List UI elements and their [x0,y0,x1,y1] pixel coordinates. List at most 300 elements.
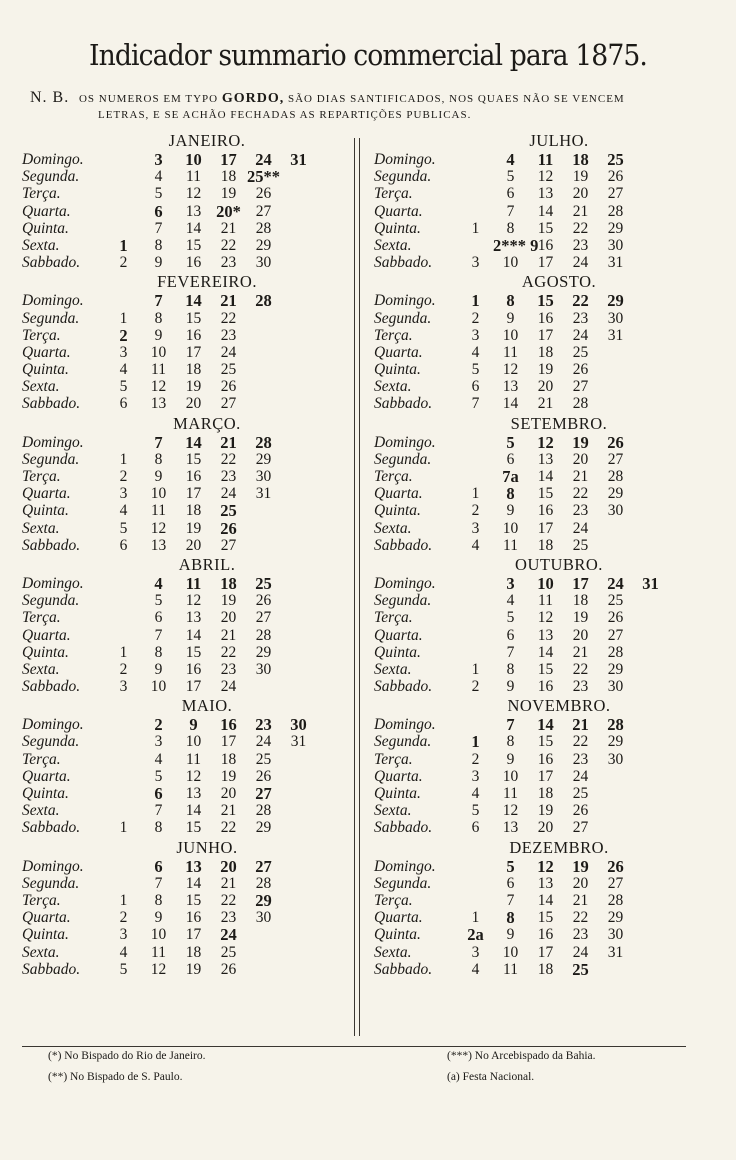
date-cell: 21 [220,432,237,452]
week-row [374,751,704,768]
month-block-novembro [374,695,704,836]
date-cell: 9 [506,926,515,944]
date-cell: 18 [220,573,237,593]
date-cell [246,926,281,943]
date-cell [281,661,316,678]
date-cell: 30 [607,502,624,520]
date-cell: 6 [471,819,480,837]
date-cell: 23 [220,468,237,485]
date-cell: 24 [572,254,589,272]
date-cell: 25 [255,750,272,768]
date-cell: 9 [154,326,163,344]
date-cell [106,716,141,733]
day-label: Sabbado. [374,960,433,978]
day-label: Terça. [22,468,61,485]
date-cell: 23 [572,926,589,944]
date-cell: 18 [185,361,202,379]
date-cell: 7 [506,891,515,909]
date-cell: 4 [471,960,480,978]
date-cell: 8 [506,908,515,928]
date-cell: 26 [607,609,624,627]
date-cell [458,151,493,168]
week-row [374,395,704,412]
date-cell: 27 [607,185,624,203]
week-row [22,609,352,626]
day-label: Domingo. [22,574,84,592]
month-block-agosto [374,271,704,412]
date-cell: 12 [150,519,167,537]
day-label: Quinta. [22,219,69,237]
date-cell: 20 [220,785,237,802]
date-cell [633,520,668,537]
date-cell: 7 [154,219,163,237]
date-cell [106,203,141,220]
date-cell: 5 [471,802,480,820]
day-label: Terça. [22,750,61,768]
date-cell: 19 [185,519,202,537]
date-cell [281,875,316,892]
date-cell: 13 [185,856,202,876]
week-row [22,254,352,271]
date-cell: 18 [537,960,554,978]
date-cell: 10 [150,678,167,696]
month-name: OUTUBRO. [515,554,603,574]
date-cell [106,627,141,644]
date-cell [458,203,493,220]
date-cell: 14 [185,874,202,892]
date-cell: 16 [537,926,554,944]
date-cell [281,609,316,626]
date-cell [246,678,281,695]
week-row [22,926,352,943]
date-cell: 5 [119,519,128,537]
date-cell: 28 [607,643,624,661]
day-label: Segunda. [374,733,432,751]
week-row [374,520,704,537]
week-row [22,733,352,750]
date-cell: 24 [220,485,237,503]
date-cell: 4 [154,168,163,186]
date-cell: 17 [572,573,589,593]
month-name: SETEMBRO. [510,413,608,433]
date-cell: 23 [220,909,237,927]
date-cell: 24 [220,343,237,361]
date-cell [246,361,281,378]
week-row [22,716,352,733]
date-cell: 3 [154,150,163,169]
date-cell [281,237,316,254]
date-cell: 30 [255,660,272,678]
week-row [22,327,352,344]
date-cell: 28 [607,891,624,909]
month-block-junho [22,837,352,978]
date-cell: 18 [220,750,237,768]
date-cell [633,644,668,661]
date-cell: 17 [537,943,554,961]
week-row [374,537,704,554]
date-cell: 27 [607,626,624,644]
date-cell [598,378,633,395]
day-label: Sabbado. [22,678,81,696]
date-cell: 12 [537,856,554,876]
month-block-fevereiro [22,271,352,412]
date-cell [458,185,493,202]
date-cell [246,327,281,344]
date-cell: 18 [537,343,554,361]
date-cell: 3 [471,326,480,344]
date-cell: 26 [572,361,589,379]
date-cell [633,768,668,785]
date-cell: 6 [154,784,163,803]
date-cell: 11 [503,343,518,361]
date-cell: 18 [572,592,589,610]
date-cell: 21 [220,291,237,311]
date-cell: 5 [154,185,163,203]
date-cell [281,961,316,978]
day-label: Quarta. [22,767,71,785]
day-label: Domingo. [374,857,436,875]
date-cell: 5 [506,168,515,186]
day-label: Sabbado. [374,536,433,554]
day-label: Domingo. [22,151,84,168]
date-cell: 26 [572,802,589,820]
day-label: Sexta. [22,236,60,254]
date-cell: 19 [185,378,202,396]
date-cell: 8 [506,219,515,237]
date-cell: 7 [471,395,480,413]
date-cell [633,926,668,943]
date-cell: 28 [572,395,589,413]
date-cell [281,751,316,768]
date-cell: 22 [220,309,237,327]
week-row [374,237,704,254]
date-cell [633,344,668,361]
week-row [374,468,704,485]
week-row [22,310,352,327]
date-cell: 21 [220,219,237,237]
date-cell: 13 [185,202,202,220]
day-label: Domingo. [374,716,436,734]
date-cell: 2 [471,502,480,520]
date-cell: 13 [502,819,519,837]
week-row [374,644,704,661]
date-cell: 11 [186,168,201,186]
date-cell: 2 [119,909,128,927]
date-cell [246,944,281,961]
date-cell: 14 [537,643,554,661]
date-cell [633,151,668,168]
date-cell [633,203,668,220]
date-cell: 3 [119,343,128,361]
week-row [374,502,704,519]
date-cell: 19 [572,432,589,452]
date-cell: 15 [185,643,202,661]
date-cell: 21 [220,874,237,892]
date-cell: 17 [537,254,554,272]
date-cell: 16 [537,309,554,327]
date-cell: 17 [537,326,554,344]
date-cell: 3 [119,926,128,944]
date-cell: 14 [537,468,554,485]
date-cell: 11 [151,502,166,520]
date-cell [458,716,493,733]
date-cell: 22 [572,291,589,311]
date-cell [106,768,141,785]
date-cell: 9 [506,678,515,696]
date-cell: 2 [119,468,128,485]
date-cell: 24 [255,733,272,751]
date-cell: 27 [572,819,589,837]
day-label: Domingo. [374,433,436,451]
date-cell: 17 [220,150,237,169]
week-row [22,468,352,485]
week-row [374,310,704,327]
date-cell: 6 [471,378,480,396]
date-cell: 30 [607,678,624,696]
date-cell: 25 [572,785,589,802]
date-cell: 29 [255,819,272,837]
date-cell: 12 [150,378,167,396]
day-label: Quarta. [374,767,423,785]
date-cell: 4 [119,361,128,379]
day-label: Quinta. [374,219,421,237]
date-cell: 15 [185,309,202,327]
date-cell: 2 [154,715,163,735]
date-cell: 4 [119,943,128,961]
week-row [22,802,352,819]
date-cell: 25 [572,343,589,361]
date-cell: 27 [607,450,624,468]
week-row [22,361,352,378]
date-cell: 6 [154,609,163,627]
date-cell [246,310,281,327]
date-cell [281,575,316,592]
date-cell: 16 [537,678,554,696]
date-cell [633,627,668,644]
date-cell: 11 [503,785,518,802]
date-cell: 21 [572,468,589,485]
date-cell [633,485,668,502]
date-cell [633,361,668,378]
date-cell: 6 [154,201,163,221]
date-cell: 31 [642,573,659,593]
date-cell: 3 [471,767,480,785]
date-cell: 13 [150,536,167,554]
date-cell: 17 [185,343,202,361]
date-cell [281,909,316,926]
date-cell [598,961,633,978]
week-row [374,627,704,644]
week-row [22,502,352,519]
date-cell: 9 [154,909,163,927]
date-cell: 16 [537,750,554,768]
date-cell [281,644,316,661]
date-cell: 10 [185,733,202,751]
day-label: Quinta. [374,926,421,944]
date-cell: 30 [255,909,272,927]
date-cell: 18 [537,536,554,554]
date-cell: 29 [607,219,624,237]
date-cell: 15 [537,485,554,503]
week-row [22,819,352,836]
date-cell: 9 [154,660,163,678]
date-cell: 28 [607,202,624,220]
date-cell: 19 [220,767,237,785]
date-cell: 8 [154,309,163,327]
date-cell: 13 [185,785,202,802]
date-cell [633,502,668,519]
day-label: Sabbado. [374,819,433,837]
date-cell [458,644,493,661]
week-row [22,944,352,961]
date-cell: 8 [506,291,515,311]
date-cell: 16 [185,468,202,485]
day-label: Sexta. [374,660,412,678]
date-cell: 14 [185,219,202,237]
date-cell [598,520,633,537]
day-label: Sabbado. [22,395,81,413]
date-cell [281,592,316,609]
date-cell: 19 [572,856,589,876]
week-row [22,785,352,802]
date-cell: 7 [154,432,163,452]
date-cell [246,378,281,395]
date-cell: 31 [607,326,624,344]
date-cell: 16 [185,326,202,344]
month-block-setembro [374,413,704,554]
date-cell: 25 [607,150,624,169]
day-label: Segunda. [374,874,432,892]
date-cell [598,361,633,378]
day-label: Sexta. [22,660,60,678]
date-cell [106,151,141,168]
date-cell: 12 [185,592,202,610]
date-cell: 26 [255,185,272,203]
date-cell [246,537,281,554]
day-label: Sabbado. [374,678,433,696]
footnote-3: (***) No Arcebispado da Bahia. [447,1050,596,1062]
date-cell: 27 [572,378,589,396]
week-row [374,203,704,220]
date-cell: 31 [255,485,272,503]
date-cell: 28 [255,626,272,644]
day-label: Quarta. [374,485,423,503]
date-cell: 18 [220,168,237,186]
date-cell: 3 [471,254,480,272]
month-name: FEVEREIRO. [157,272,257,292]
day-label: Sexta. [374,519,412,537]
month-name: MAIO. [181,696,233,716]
date-cell: 28 [255,291,272,311]
date-cell: 5 [471,361,480,379]
date-cell [633,875,668,892]
date-cell: 19 [537,802,554,820]
week-row [374,451,704,468]
footnote-4: (a) Festa Nacional. [447,1071,535,1083]
date-cell: 8 [506,733,515,751]
date-cell: 7 [154,802,163,820]
date-cell [633,468,668,485]
week-row [22,395,352,412]
date-cell: 3 [471,519,480,537]
day-label: Segunda. [22,309,80,327]
date-cell: 25 [220,361,237,379]
date-cell: 5 [154,592,163,610]
day-label: Sexta. [22,378,60,396]
date-cell: 13 [537,185,554,203]
date-cell [458,575,493,592]
date-cell: 10 [502,943,519,961]
date-cell: 7 [506,715,515,735]
date-cell: 6 [506,185,515,203]
date-cell: 11 [503,536,518,554]
date-cell: 23 [572,236,589,254]
day-label: Domingo. [22,433,84,451]
day-label: Sabbado. [22,960,81,978]
date-cell: 18 [185,943,202,961]
date-cell: 20 [572,185,589,203]
day-label: Segunda. [374,168,432,186]
date-cell: 26 [220,378,237,396]
date-cell: 1 [119,309,128,327]
date-cell: 11 [538,592,553,610]
date-cell: 26 [255,592,272,610]
date-cell [633,310,668,327]
month-block-janeiro [22,130,352,271]
date-cell: 5 [119,378,128,396]
date-cell [246,520,281,537]
date-cell: 24 [572,326,589,344]
date-cell [633,434,668,451]
date-cell: 10 [502,767,519,785]
day-label: Segunda. [22,592,80,610]
date-cell: 29 [255,643,272,661]
week-row [22,151,352,168]
date-cell: 16 [537,502,554,520]
date-cell: 15 [185,891,202,909]
date-cell: 25 [572,536,589,554]
date-cell: 1 [471,485,480,503]
date-cell: 4 [471,536,480,554]
date-cell [633,858,668,875]
date-cell: 12 [185,767,202,785]
date-cell: 13 [537,450,554,468]
date-cell: 1 [471,660,480,678]
date-cell: 8 [506,660,515,678]
month-name: MARÇO. [173,413,241,433]
date-cell [633,292,668,309]
date-cell: 31 [290,150,307,169]
date-cell: 22 [572,219,589,237]
day-label: Quinta. [22,502,69,520]
day-label: Domingo. [22,716,84,734]
day-label: Quarta. [374,626,423,644]
date-cell: 14 [185,802,202,820]
date-cell: 28 [607,468,624,485]
date-cell: 11 [186,750,201,768]
date-cell: 8 [154,450,163,468]
day-label: Quarta. [22,202,71,220]
date-cell: 25 [607,592,624,610]
date-cell [458,168,493,185]
date-cell: 1 [119,891,128,909]
week-row [374,292,704,309]
day-label: Segunda. [22,450,80,468]
date-cell: 17 [537,519,554,537]
date-cell: 1 [119,819,128,837]
day-label: Sexta. [374,378,412,396]
day-label: Terça. [374,609,413,627]
